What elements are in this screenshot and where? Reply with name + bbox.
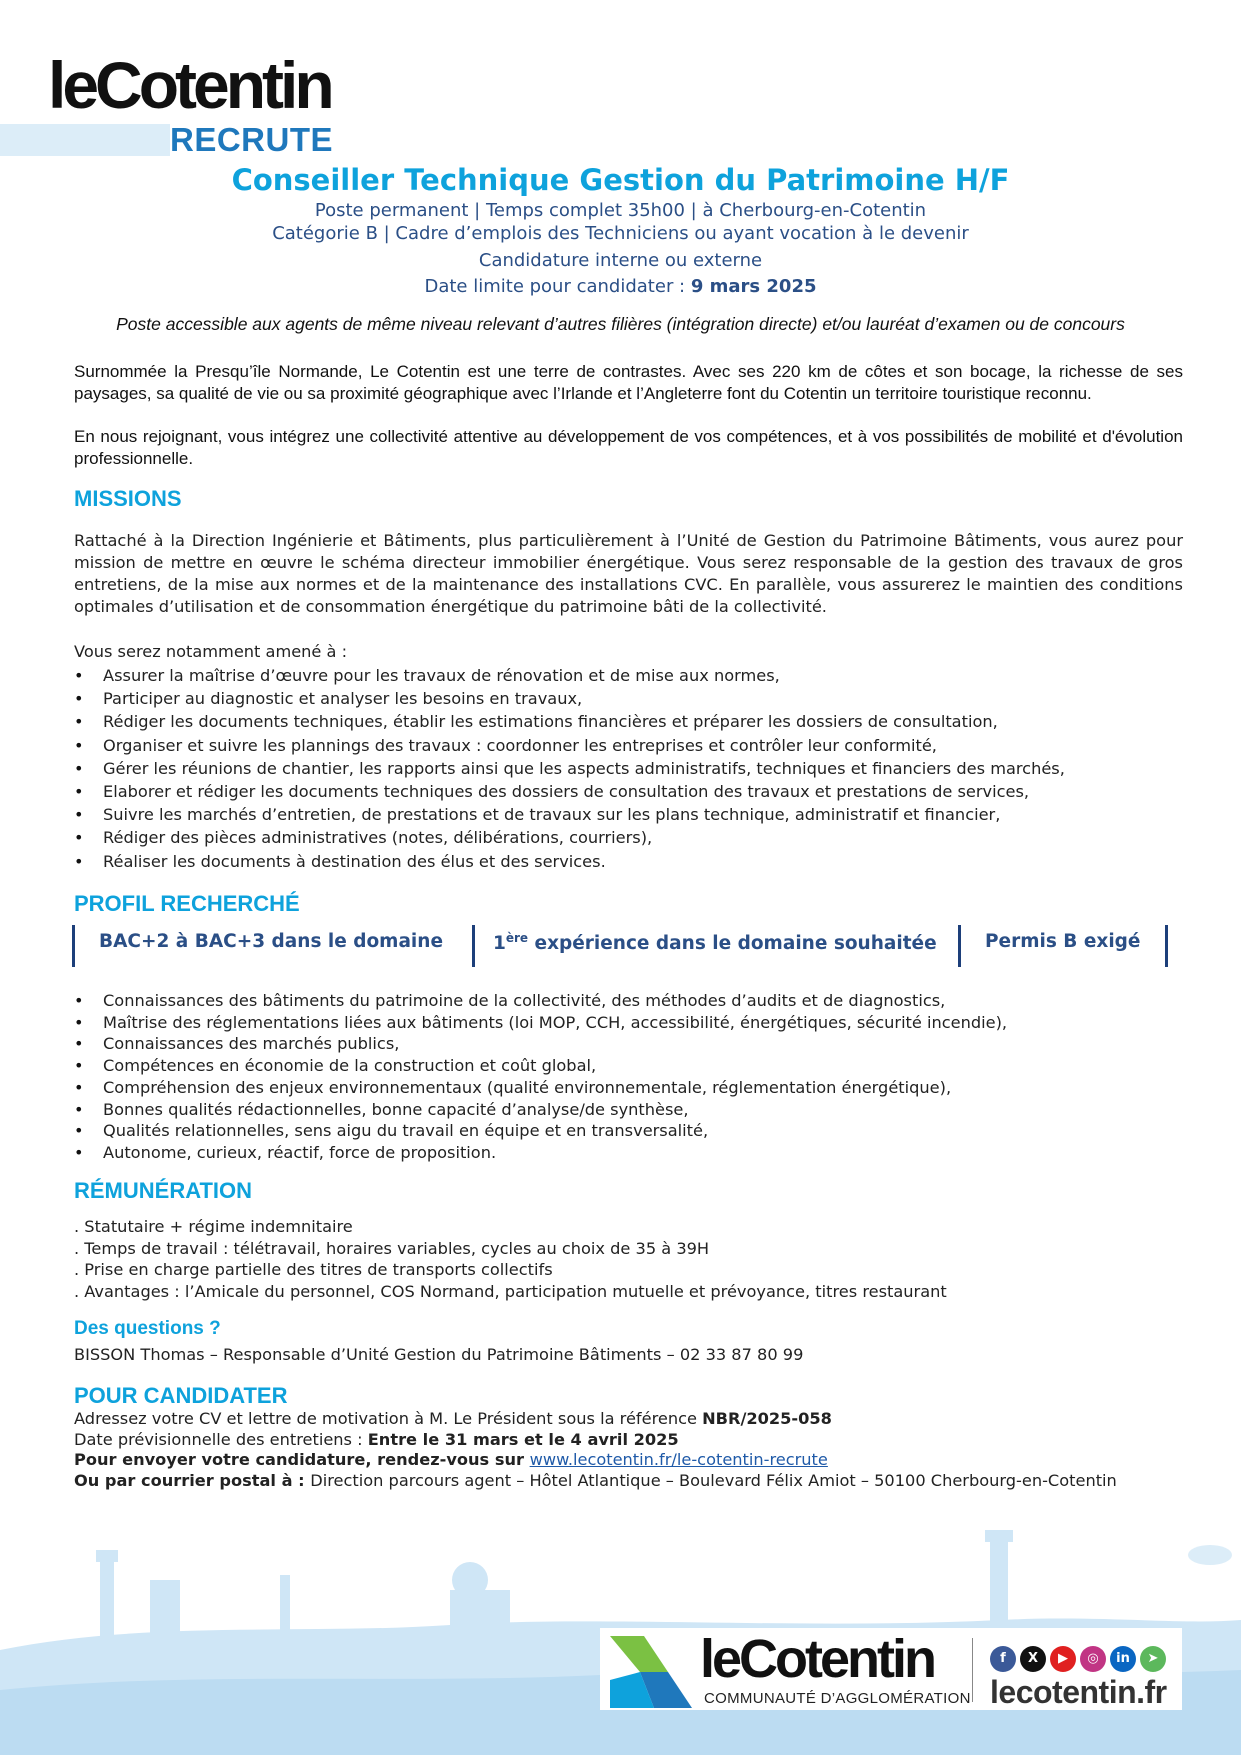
list-item: • Suivre les marchés d’entretien, de prestations et de travaux sur les plans technique, administratif et financier, xyxy=(74,803,1065,826)
lecotentin-logo: leCotentin xyxy=(48,48,331,122)
reference-text: Adressez votre CV et lettre de motivation à M. Le Président sous la référence xyxy=(74,1409,703,1428)
divider xyxy=(472,925,475,967)
footer-website[interactable]: lecotentin.fr xyxy=(990,1674,1167,1710)
requirement-diploma: BAC+2 à BAC+3 dans le domaine xyxy=(99,931,443,952)
footer-divider xyxy=(972,1638,973,1702)
requirement-license: Permis B exigé xyxy=(985,931,1141,952)
list-item: • Assurer la maîtrise d’œuvre pour les travaux de rénovation et de mise aux normes, xyxy=(74,664,1065,687)
list-item: • Maîtrise des réglementations liées aux bâtiments (loi MOP, CCH, accessibilité, énergétiques, sécurité incendie), xyxy=(74,1012,1007,1034)
list-item: • Connaissances des marchés publics, xyxy=(74,1033,1007,1055)
online-text: Pour envoyer votre candidature, rendez-vous sur xyxy=(74,1450,530,1469)
missions-text: Rattaché à la Direction Ingénierie et Bâtiments, plus particulièrement à l’Unité de Gestion du Patrimoine Bâtiments, vous aurez pour mission de mettre en œuvre le schéma directeur immobilier énergétique. Vous serez responsable de la gestion des travaux de gros entretiens, de la mise aux normes et de la maintenance des installations CVC. En parallèle, vous assurerez le maintien des conditions optimales d’utilisation et de consommation énergétique du patrimoine bâti de la collectivité. xyxy=(74,531,1183,616)
questions-contact: BISSON Thomas – Responsable d’Unité Gestion du Patrimoine Bâtiments – 02 33 87 80 99 xyxy=(74,1345,804,1364)
candidater-line-interviews xyxy=(74,1430,1183,1451)
remuneration-list xyxy=(74,1216,947,1302)
list-item: • Elaborer et rédiger les documents techniques des dossiers de consultation des travaux et prestations de services, xyxy=(74,780,1065,803)
list-item: • Autonome, curieux, réactif, force de proposition. xyxy=(74,1142,1007,1164)
list-item: • Rédiger les documents techniques, établir les estimations financières et préparer les dossiers de consultation, xyxy=(74,710,1065,733)
questions-heading: Des questions ? xyxy=(74,1318,221,1339)
remuneration-heading: RÉMUNÉRATION xyxy=(74,1178,253,1203)
list-item: • Connaissances des bâtiments du patrimoine de la collectivité, des méthodes d’audits et de diagnostics, xyxy=(74,990,1007,1012)
footer-logo: leCotentin xyxy=(700,1629,934,1689)
candidater-heading: POUR CANDIDATER xyxy=(74,1383,288,1408)
candidater-line-postal xyxy=(74,1471,1183,1492)
list-item: . Prise en charge partielle des titres de transports collectifs xyxy=(74,1260,553,1279)
intro-paragraph-2: En nous rejoignant, vous intégrez une collectivité attentive au développement de vos compétences, et à vos possibilités de mobilité et d'évolution professionnelle. xyxy=(74,427,1183,468)
interviews-text: Date prévisionnelle des entretiens : xyxy=(74,1429,368,1449)
job-subtitle-contract: Poste permanent | Temps complet 35h00 | à Cherbourg-en-Cotentin xyxy=(314,200,927,221)
list-item: • Participer au diagnostic et analyser les besoins en travaux, xyxy=(74,687,1065,710)
list-item: • Rédiger des pièces administratives (notes, délibérations, courriers), xyxy=(74,826,1065,849)
reference-code: NBR/2025-058 xyxy=(702,1409,832,1428)
divider xyxy=(1165,925,1168,967)
profil-heading: PROFIL RECHERCHÉ xyxy=(74,891,300,916)
requirement-experience-text: expérience dans le domaine souhaitée xyxy=(528,933,937,955)
profil-list xyxy=(74,990,1007,1164)
list-item: • Gérer les réunions de chantier, les rapports ainsi que les aspects administratifs, techniques et financiers des marchés, xyxy=(74,757,1065,780)
footer-logo-subtitle: COMMUNAUTÉ D’AGGLOMÉRATION xyxy=(704,1690,971,1707)
deadline-value: 9 mars 2025 xyxy=(690,276,817,297)
divider xyxy=(958,925,961,967)
recrute-logo-text: RECRUTE xyxy=(170,121,334,158)
job-subtitle-candidature: Candidature interne ou externe xyxy=(478,250,763,271)
postal-label: Ou par courrier postal à : xyxy=(74,1470,311,1490)
missions-list-intro: Vous serez notamment amené à : xyxy=(74,642,348,661)
deadline-label: Date limite pour candidater : xyxy=(424,276,691,297)
facebook-icon[interactable]: f xyxy=(990,1646,1016,1672)
postal-address: Direction parcours agent – Hôtel Atlantique – Boulevard Félix Amiot – 50100 Cherbourg-en-Cotentin xyxy=(310,1470,1117,1490)
missions-heading: MISSIONS xyxy=(74,486,182,511)
youtube-icon[interactable]: ▶ xyxy=(1050,1646,1076,1672)
list-item: . Statutaire + régime indemnitaire xyxy=(74,1217,353,1236)
requirement-experience xyxy=(493,931,937,954)
logo-band xyxy=(0,124,170,156)
list-item: • Qualités relationnelles, sens aigu du travail en équipe et en transversalité, xyxy=(74,1120,1007,1142)
access-note: Poste accessible aux agents de même niveau relevant d’autres filières (intégration directe) et/ou lauréat d’examen ou de concours xyxy=(116,314,1125,334)
instagram-icon[interactable]: ◎ xyxy=(1080,1646,1106,1672)
list-item: • Bonnes qualités rédactionnelles, bonne capacité d’analyse/de synthèse, xyxy=(74,1099,1007,1121)
list-item: • Compétences en économie de la construction et coût global, xyxy=(74,1055,1007,1077)
deadline xyxy=(0,276,1241,297)
requirement-experience-ordinal: 1 xyxy=(493,933,506,955)
candidater-block xyxy=(74,1409,1183,1491)
missions-list xyxy=(74,664,1065,873)
interviews-dates: Entre le 31 mars et le 4 avril 2025 xyxy=(367,1429,679,1449)
list-item: . Avantages : l’Amicale du personnel, COS Normand, participation mutuelle et prévoyance, titres restaurant xyxy=(74,1281,947,1301)
linkedin-icon[interactable]: in xyxy=(1110,1646,1136,1672)
requirement-experience-sup: ère xyxy=(505,931,529,945)
recruitment-link[interactable]: www.lecotentin.fr/le-cotentin-recrute xyxy=(529,1450,828,1469)
candidater-line-online xyxy=(74,1450,1183,1471)
list-item: . Temps de travail : télétravail, horaires variables, cycles au choix de 35 à 39H xyxy=(74,1238,710,1258)
list-item: • Compréhension des enjeux environnementaux (qualité environnementale, réglementation énergétique), xyxy=(74,1077,1007,1099)
job-title: Conseiller Technique Gestion du Patrimoine H/F xyxy=(231,163,1010,197)
divider xyxy=(72,925,75,967)
lecotentin-emblem-icon xyxy=(610,1636,692,1708)
x-icon[interactable]: X xyxy=(1020,1646,1046,1672)
candidater-line-reference xyxy=(74,1409,1183,1430)
telegram-icon[interactable]: ➤ xyxy=(1140,1646,1166,1672)
intro-paragraph-1: Surnommée la Presqu’île Normande, Le Cotentin est une terre de contrastes. Avec ses 220 km de côtes et son bocage, la richesse de ses paysages, sa qualité de vie ou sa proximité géographique avec l’Irlande et l’Angleterre font du Cotentin un territoire touristique reconnu. xyxy=(74,362,1183,403)
job-subtitle-category: Catégorie B | Cadre d’emplois des Techniciens ou ayant vocation à le devenir xyxy=(272,223,969,244)
list-item: • Organiser et suivre les plannings des travaux : coordonner les entreprises et contrôler leur conformité, xyxy=(74,734,1065,757)
list-item: • Réaliser les documents à destination des élus et des services. xyxy=(74,850,1065,873)
